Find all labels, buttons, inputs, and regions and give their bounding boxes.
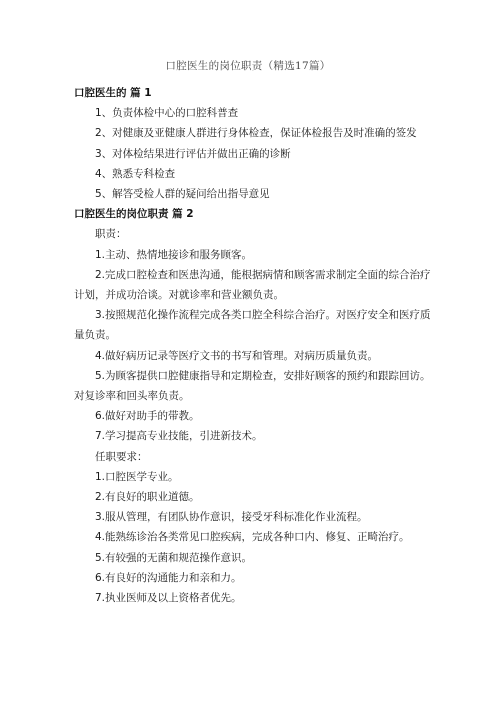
section-1-heading: 口腔医生的 篇 1 [74,87,152,99]
requirements-label: 任职要求： [95,450,148,463]
duty-item: 2.完成口腔检查和医患沟通，能根据病情和顾客需求制定全面的综合治疗计划，并成功洽谈。对就诊率和营业额负责。 [74,268,431,302]
section-1-item: 4、熟悉专科检查 [95,167,176,180]
requirement-item: 5.有较强的无菌和规范操作意识。 [95,551,253,564]
duty-item: 4.做好病历记录等医疗文书的书写和管理。对病历质量负责。 [95,349,379,362]
requirement-item: 7.执业医师及以上资格者优先。 [95,592,242,605]
section-1-item: 5、解答受检人群的疑问给出指导意见 [95,188,270,201]
document-body [74,83,432,608]
duty-item: 6.做好对助手的带教。 [95,410,200,423]
duty-item: 7.学习提高专业技能，引进新技术。 [95,430,263,443]
section-1-item: 2、对健康及亚健康人群进行身体检查，保证体检报告及时准确的签发 [95,127,417,140]
requirement-item: 6.有良好的沟通能力和亲和力。 [95,571,242,584]
duty-item: 3.按照规范化操作流程完成各类口腔全科综合治疗。对医疗安全和医疗质量负责。 [74,309,431,342]
duties-label: 职责： [95,228,127,241]
requirement-item: 1.口腔医学专业。 [95,470,179,483]
requirement-item: 2.有良好的职业道德。 [95,491,200,504]
section-1-item: 1、负责体检中心的口腔科普查 [95,107,239,120]
section-2-heading: 口腔医生的岗位职责 篇 2 [74,208,194,221]
requirement-item: 4.能熟练诊治各类常见口腔疾病，完成各种口内、修复、正畸治疗。 [95,531,410,544]
document-title: 口腔医生的岗位职责（精选17篇） [165,60,331,72]
duty-item: 1.主动、热情地接诊和服务顾客。 [95,248,253,261]
duty-item: 5.为顾客提供口腔健康指导和定期检查，安排好顾客的预约和跟踪回访。对复诊率和回头率负责。 [74,369,431,403]
requirement-item: 3.服从管理，有团队协作意识，接受牙科标准化作业流程。 [95,511,368,524]
section-1-item: 3、对体检结果进行评估并做出正确的诊断 [95,147,291,160]
